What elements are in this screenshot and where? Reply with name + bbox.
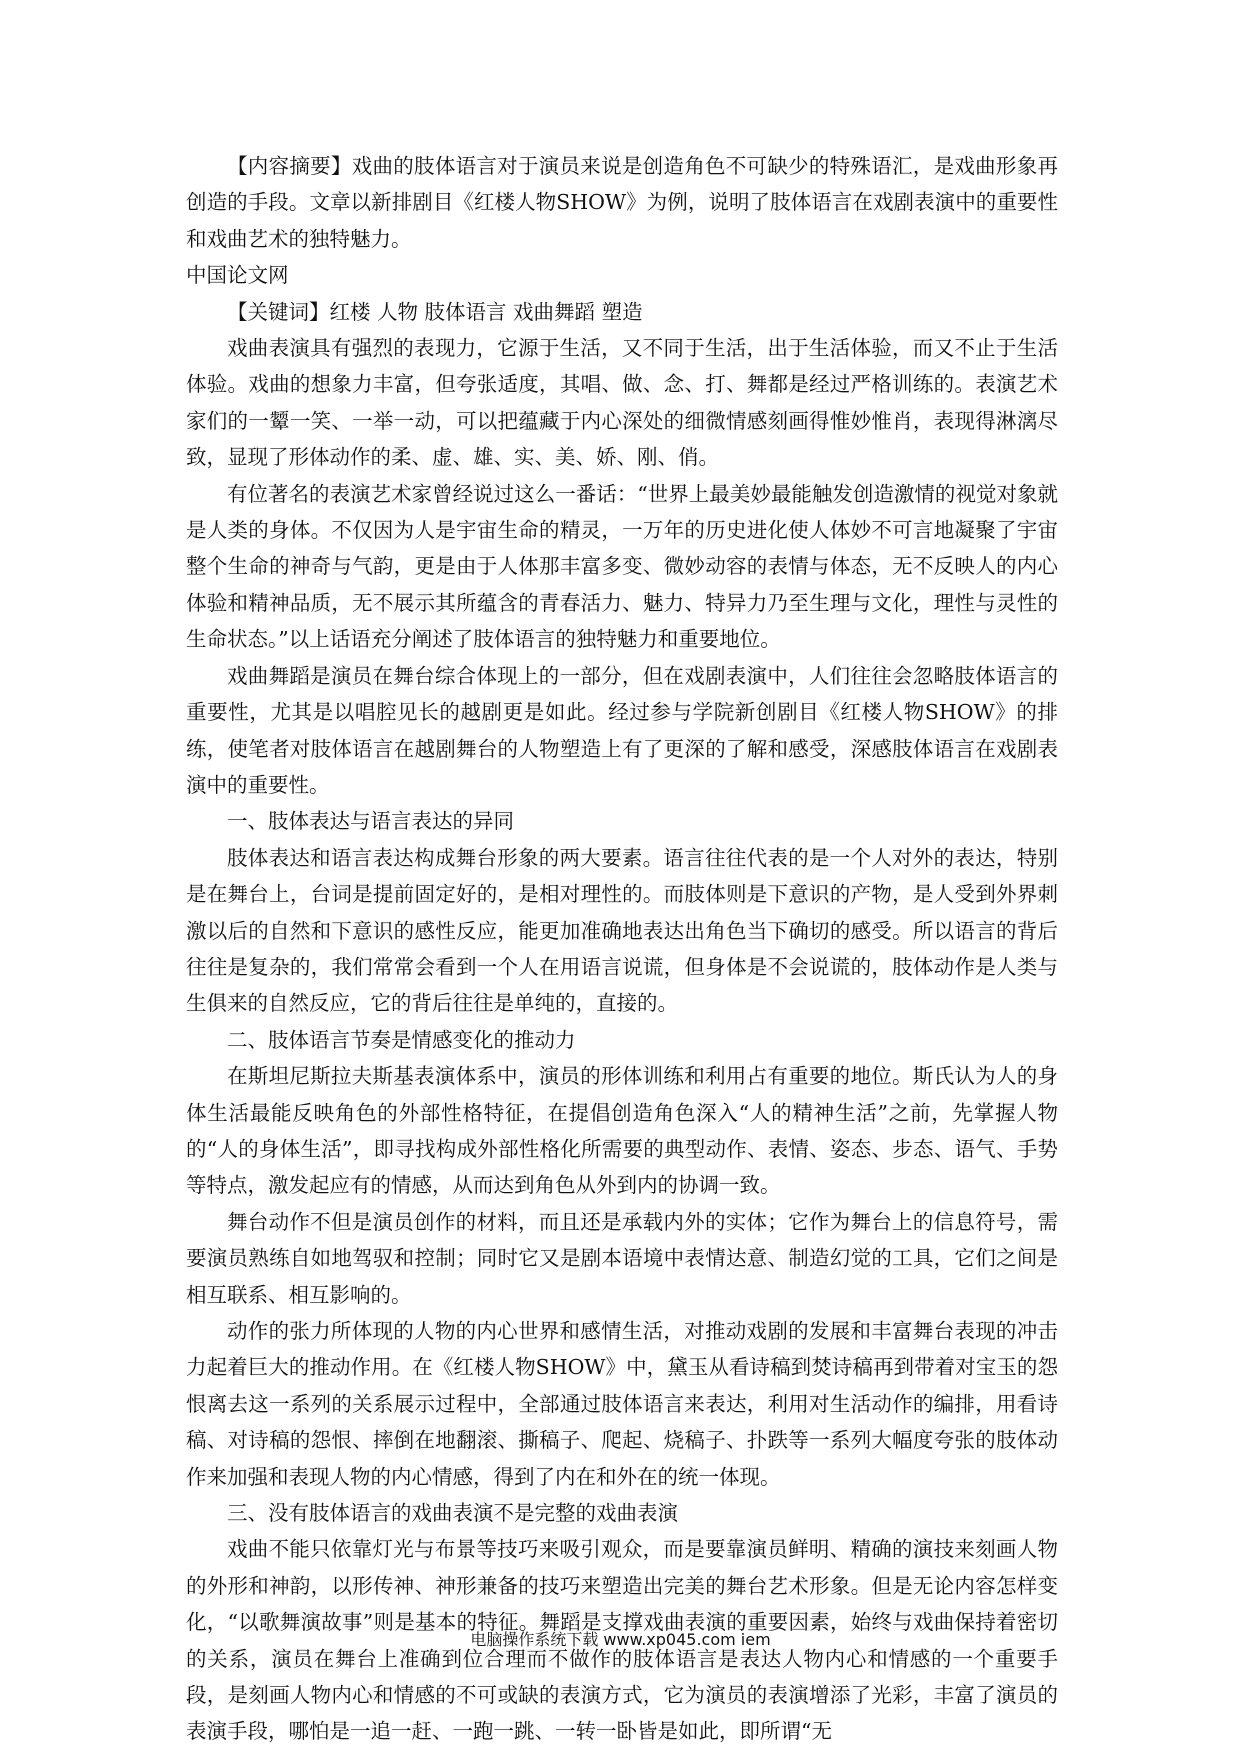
body-paragraph: 在斯坦尼斯拉夫斯基表演体系中，演员的形体训练和利用占有重要的地位。斯氏认为人的身体生活最能反映角色的外部性格特征，在提倡创造角色深入“人的精神生活”之前，先掌握人物的“人的身体生活”，即寻找构成外部性格化所需要的典型动作、表情、姿态、步态、语气、手势等特点，激发起应有的情感，从而达到角色从外到内的协调一致。 [186, 1064, 1058, 1198]
body-paragraph: 肢体表达和语言表达构成舞台形象的两大要素。语言往往代表的是一个人对外的表达，特别是在舞台上，台词是提前固定好的，是相对理性的。而肢体则是下意识的产物，是人受到外界刺激以后的自然和下意识的感性反应，能更加准确地表达出角色当下确切的感受。所以语言的背后往往是复杂的，我们常常会看到一个人在用语言说谎，但身体是不会说谎的，肢体动作是人类与生俱来的自然反应，它的背后往往是单纯的，直接的。 [186, 845, 1058, 1016]
body-paragraph: 动作的张力所体现的人物的内心世界和感情生活，对推动戏剧的发展和丰富舞台表现的冲击力起着巨大的推动作用。在《红楼人物SHOW》中，黛玉从看诗稿到焚诗稿再到带着对宝玉的怨恨离去这一系列的关系展示过程中，全部通过肢体语言来表达，利用对生活动作的编排，用看诗稿、对诗稿的怨恨、摔倒在地翻滚、撕稿子、爬起、烧稿子、扑跌等一系列大幅度夸张的肢体动作来加强和表现人物的内心情感，得到了内在和外在的统一体现。 [186, 1319, 1058, 1489]
body-paragraph: 戏曲表演具有强烈的表现力，它源于生活，又不同于生活，出于生活体验，而又不止于生活体验。戏曲的想象力丰富，但夸张适度，其唱、做、念、打、舞都是经过严格训练的。表演艺术家们的一颦一笑、一举一动，可以把蕴藏于内心深处的细微情感刻画得惟妙惟肖，表现得淋漓尽致，显现了形体动作的柔、虚、雄、实、美、娇、刚、俏。 [186, 336, 1058, 470]
section-heading: 二、肢体语言节奏是情感变化的推动力 [227, 1027, 576, 1052]
article-body [186, 148, 1058, 1750]
body-paragraph: 戏曲舞蹈是演员在舞台综合体现上的一部分，但在戏剧表演中，人们往往会忽略肢体语言的重要性，尤其是以唱腔见长的越剧更是如此。经过参与学院新创剧目《红楼人物SHOW》的排练，使笔者对肢体语言在越剧舞台的人物塑造上有了更深的了解和感受，深感肢体语言在戏剧表演中的重要性。 [186, 663, 1058, 797]
body-paragraph: 有位著名的表演艺术家曾经说过这么一番话：“世界上最美妙最能触发创造激情的视觉对象就是人类的身体。不仅因为人是宇宙生命的精灵，一万年的历史进化使人体妙不可言地凝聚了宇宙整个生命的神奇与气韵，更是由于人体那丰富多变、微妙动容的表情与体态，无不反映人的内心体验和精神品质，无不展示其所蕴含的青春活力、魅力、特异力乃至生理与文化，理性与灵性的生命状态。”以上话语充分阐述了肢体语言的独特魅力和重要地位。 [186, 481, 1058, 652]
section-heading: 三、没有肢体语言的戏曲表演不是完整的戏曲表演 [227, 1501, 678, 1526]
source-label: 中国论文网 [186, 263, 289, 288]
abstract-paragraph: 【内容摘要】戏曲的肢体语言对于演员来说是创造角色不可缺少的特殊语汇，是戏曲形象再创造的手段。文章以新排剧目《红楼人物SHOW》为例，说明了肢体语言在戏剧表演中的重要性和戏曲艺术的独特魅力。 [186, 154, 1058, 251]
section-heading: 一、肢体表达与语言表达的异同 [227, 809, 514, 834]
body-paragraph: 戏曲不能只依靠灯光与布景等技巧来吸引观众，而是要靠演员鲜明、精确的演技来刻画人物的外形和神韵，以形传神、神形兼备的技巧来塑造出完美的舞台艺术形象。但是无论内容怎样变化，“以歌舞演故事”则是基本的特征。舞蹈是支撑戏曲表演的重要因素，始终与戏曲保持着密切的关系，演员在舞台上准确到位合理而不做作的肢体语言是表达人物内心和情感的一个重要手段，是刻画人物内心和情感的不可或缺的表演方式，它为演员的表演增添了光彩，丰富了演员的表演手段，哪怕是一追一赶、一跑一跳、一转一卧皆是如此，即所谓“无 [186, 1537, 1058, 1744]
page-footer: 电脑操作系统下载 www.xp045.com iem [470, 1630, 771, 1649]
keywords-paragraph: 【关键词】红楼 人物 肢体语言 戏曲舞蹈 塑造 [227, 299, 643, 324]
body-paragraph: 舞台动作不但是演员创作的材料，而且还是承载内外的实体；它作为舞台上的信息符号，需要演员熟练自如地驾驭和控制；同时它又是剧本语境中表情达意、制造幻觉的工具，它们之间是相互联系、相互影响的。 [186, 1209, 1058, 1307]
